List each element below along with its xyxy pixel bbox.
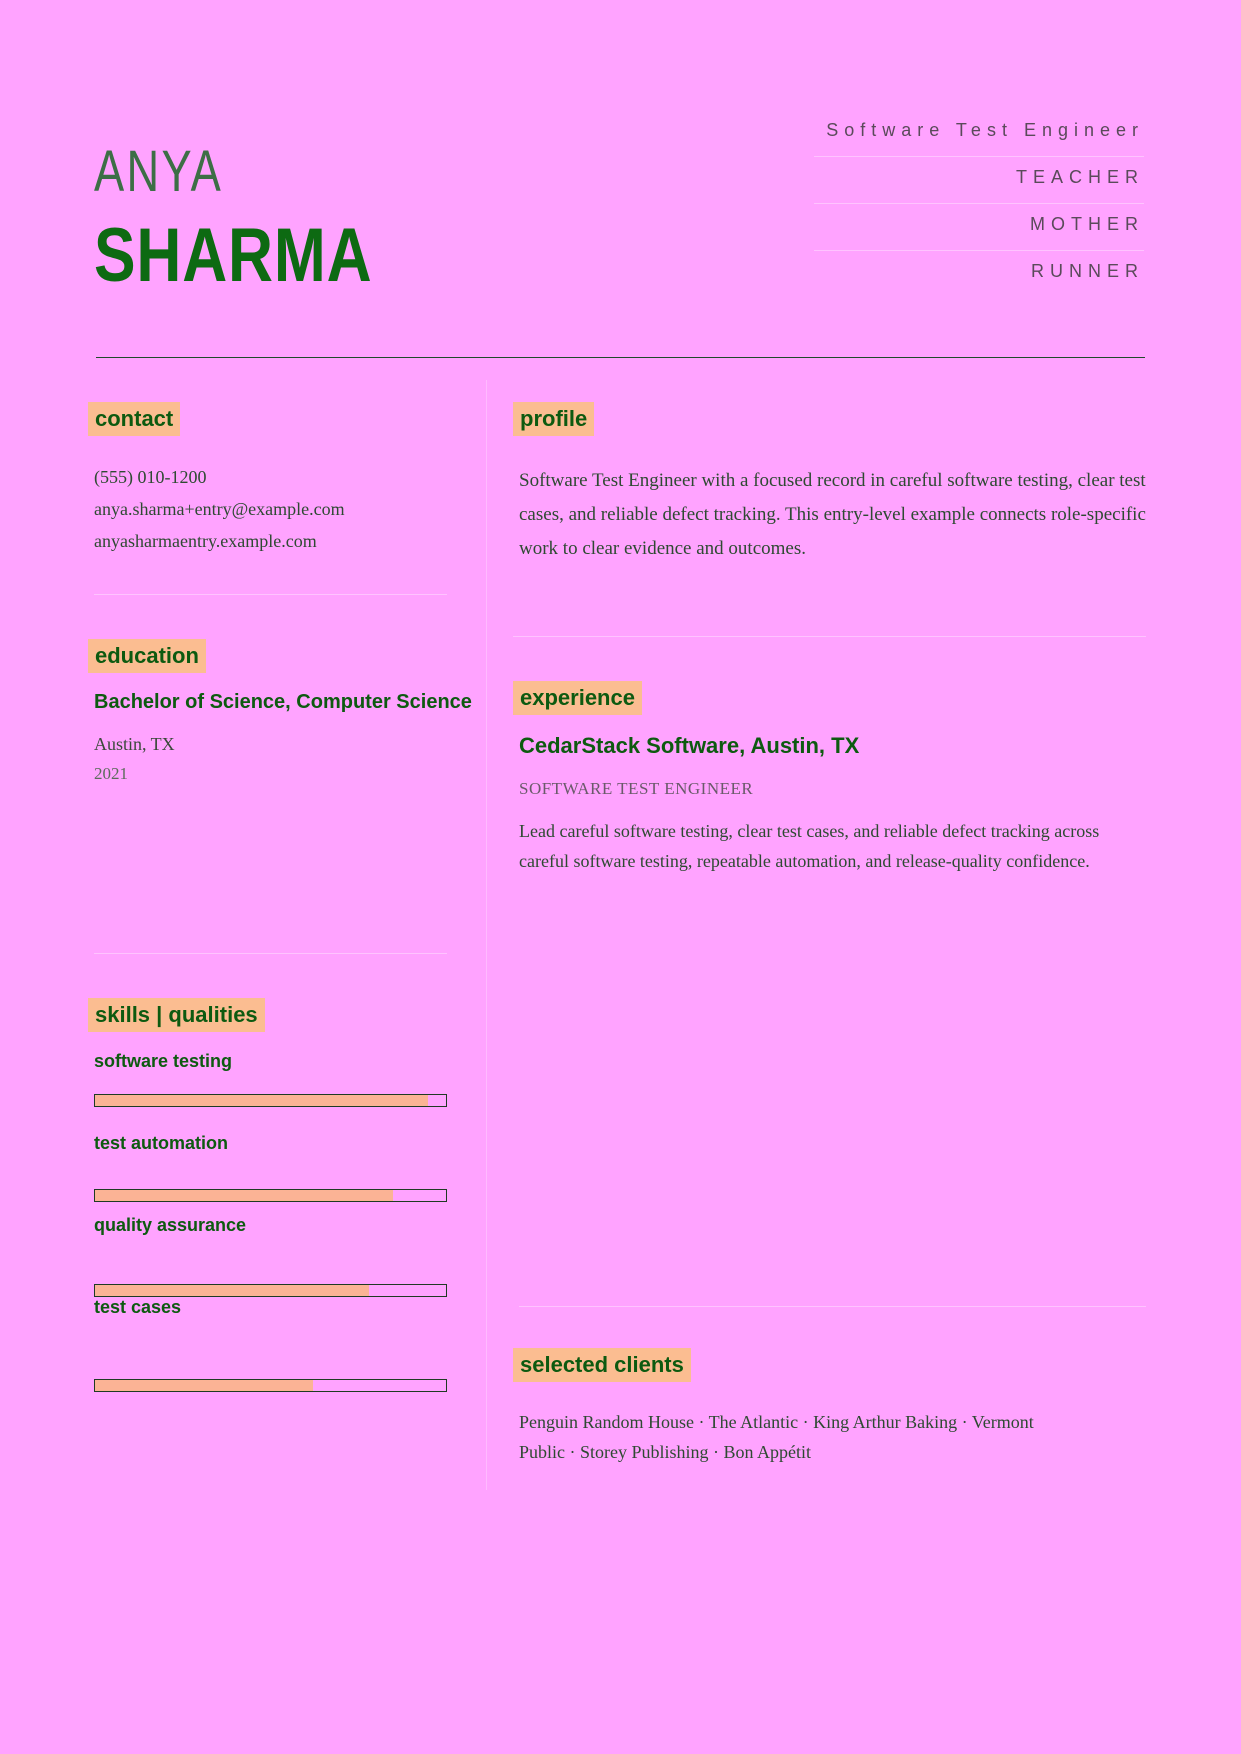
- experience-section: [513, 681, 642, 715]
- skills-section: [88, 998, 265, 1032]
- contact-heading: contact: [88, 402, 180, 436]
- first-name: ANYA: [94, 139, 224, 204]
- education-heading: education: [88, 639, 206, 673]
- profile-heading: profile: [513, 402, 594, 436]
- contact-email: anya.sharma+entry@example.com: [94, 499, 345, 519]
- contact-website: anyasharmaentry.example.com: [94, 531, 317, 551]
- skill-label: test automation: [94, 1133, 229, 1153]
- contact-details: [94, 461, 345, 557]
- clients-list: Penguin Random House · The Atlantic · King Arthur Baking · Vermont Public · Storey Publishing · Bon Appétit: [519, 1412, 1034, 1462]
- skill-bar-fill: [95, 1380, 313, 1391]
- experience-separator: [519, 1306, 1146, 1307]
- skill-label: quality assurance: [94, 1215, 247, 1235]
- skill-bar-fill: [95, 1190, 393, 1201]
- skill-label: software testing: [94, 1051, 233, 1071]
- education-section: [88, 639, 206, 673]
- education-year: 2021: [94, 764, 128, 783]
- role-list: [814, 110, 1144, 297]
- contact-phone: (555) 010-1200: [94, 467, 207, 487]
- role-teacher: TEACHER: [814, 157, 1144, 204]
- skill-bar: [94, 1379, 447, 1392]
- header-divider: [96, 357, 1145, 358]
- experience-job-title: SOFTWARE TEST ENGINEER: [519, 779, 754, 798]
- contact-separator: [94, 594, 447, 595]
- experience-company: CedarStack Software, Austin, TX: [519, 733, 860, 758]
- education-degree: Bachelor of Science, Computer Science: [94, 691, 472, 713]
- skills-heading: skills | qualities: [88, 998, 265, 1032]
- role-runner: RUNNER: [1030, 261, 1144, 281]
- contact-section: [88, 402, 180, 436]
- skill-bar: [94, 1284, 447, 1297]
- skill-label: test cases: [94, 1297, 182, 1317]
- role-software-test-engineer: Software Test Engineer: [814, 110, 1144, 157]
- clients-heading: selected clients: [513, 1348, 691, 1382]
- experience-description: Lead careful software testing, clear test cases, and reliable defect tracking across careful software testing, repeatable automation, and release-quality confidence.: [519, 821, 1100, 871]
- role-mother: MOTHER: [814, 204, 1144, 251]
- clients-section: [513, 1348, 691, 1382]
- skill-bar-fill: [95, 1285, 369, 1296]
- education-location: Austin, TX: [94, 734, 175, 754]
- profile-text: Software Test Engineer with a focused record in careful software testing, clear test cases, and reliable defect tracking. This entry-level example connects role-specific work to clear evidence and outcomes.: [519, 470, 1146, 559]
- profile-section: [513, 402, 594, 436]
- skill-bar: [94, 1189, 447, 1202]
- column-divider: [486, 380, 487, 1490]
- last-name: SHARMA: [94, 213, 373, 298]
- skill-bar-fill: [95, 1095, 428, 1106]
- experience-heading: experience: [513, 681, 642, 715]
- skill-bar: [94, 1094, 447, 1107]
- profile-separator: [513, 636, 1146, 637]
- education-separator: [94, 953, 447, 954]
